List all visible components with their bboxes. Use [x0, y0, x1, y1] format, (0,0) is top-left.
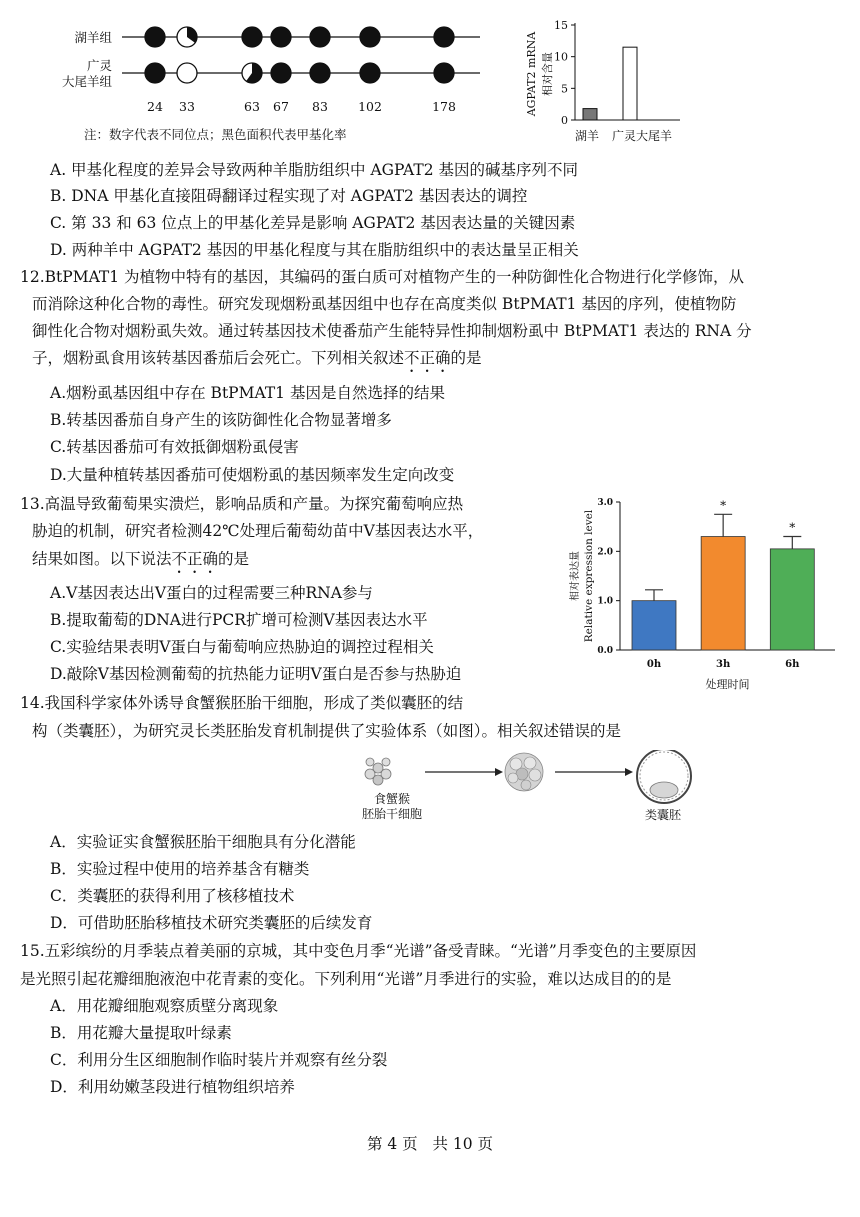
row-label-guangling-1: 广灵: [86, 58, 112, 73]
q15-option-d: D．利用幼嫩茎段进行植物组织培养: [50, 1078, 295, 1096]
expr-xtick-6h: 6h: [785, 659, 800, 670]
row-label-hu-sheep: 湖羊组: [74, 30, 112, 45]
row1-site-83-fill: [310, 27, 330, 47]
row1-site-24-fill: [145, 27, 165, 47]
site-number-178: 178: [432, 99, 456, 114]
q13-line-2: 胁迫的机制，研究者检测42℃处理后葡萄幼苗中V基因表达水平，: [32, 522, 484, 540]
q11-option-b: B. DNA 甲基化直接阻碍翻译过程实现了对 AGPAT2 基因表达的调控: [50, 187, 528, 205]
row1-site-67-fill: [271, 27, 291, 47]
q13-emphasis: 不正确: [171, 550, 219, 568]
row2-site-178-fill: [434, 63, 454, 83]
q12-line-4c: 的是: [450, 349, 482, 367]
q12-line-4: [32, 345, 482, 376]
expr-xlabel: 处理时间: [705, 678, 750, 691]
row2-site-102-fill: [360, 63, 380, 83]
agpat-bar-0: [583, 109, 597, 120]
row2-site-24-fill: [145, 63, 165, 83]
expr-bar-0h: [632, 601, 676, 650]
q12-line-3: 御性化合物对烟粉虱失效。通过转基因技术使番茄产生能特异性抑制烟粉虱中 BtPMAT1 表达的 RNA 分: [32, 322, 752, 340]
q12-option-b: B.转基因番茄自身产生的该防御性化合物显著增多: [50, 411, 392, 429]
expr-ylabel-en: Relative expression level: [583, 509, 595, 643]
expr-xtick-3h: 3h: [716, 659, 731, 670]
stem-cell-cluster-icon: [365, 758, 391, 785]
row2-site-33: [177, 63, 197, 83]
q12-option-c: C.转基因番茄可有效抵御烟粉虱侵害: [50, 438, 299, 456]
q14-line-2: 构（类囊胚），为研究灵长类胚胎发育机制提供了实验体系（如图）。相关叙述错误的是: [32, 722, 622, 740]
q12-option-d: D.大量种植转基因番茄可使烟粉虱的基因频率发生定向改变: [50, 466, 455, 484]
expression-chart-svg: [560, 490, 850, 700]
row-label-guangling-2: 大尾羊组: [61, 74, 112, 89]
q13-line-3c: 的是: [218, 550, 250, 568]
q14-option-c: C．类囊胚的获得利用了核移植技术: [50, 887, 295, 905]
q12-line-1: 12.BtPMAT1 为植物中特有的基因，其编码的蛋白质可对植物产生的一种防御性化合物进行化学修饰，从: [20, 268, 745, 286]
stem-cell-label-1: [362, 792, 422, 822]
q11-option-c: C. 第 33 和 63 位点上的甲基化差异是影响 AGPAT2 基因表达量的关键因素: [50, 214, 576, 232]
expr-ylabel: [568, 509, 595, 642]
q12-line-4a: 子，烟粉虱食用该转基因番茄后会死亡。下列相关叙述: [32, 349, 405, 367]
row1-site-178-fill: [434, 27, 454, 47]
q15-line-2: 是光照引起花瓣细胞液泡中花青素的变化。下列利用“光谱”月季进行的实验，难以达成目的的是: [20, 970, 672, 988]
expr-ytick-label-2.0: 2.0: [597, 547, 613, 558]
site-number-33: 33: [179, 99, 195, 114]
q13-line-3: [32, 546, 249, 577]
q11-option-d: D. 两种羊中 AGPAT2 基因的甲基化程度与其在脂肪组织中的表达量呈正相关: [50, 241, 579, 259]
expr-ytick-label-3.0: 3.0: [597, 498, 613, 508]
expr-bar-3h: [701, 537, 745, 650]
expr-xtick-0h: 0h: [646, 659, 662, 670]
agpat-bar-1: [623, 47, 637, 120]
q15-option-c: C．利用分生区细胞制作临时装片并观察有丝分裂: [50, 1051, 388, 1069]
expr-ytick-label-1.0: 1.0: [597, 596, 613, 607]
figure-note: 注：数字代表不同位点；黑色面积代表甲基化率: [84, 127, 347, 142]
site-number-83: 83: [312, 99, 328, 114]
q11-option-a: A. 甲基化程度的差异会导致两种羊脂肪组织中 AGPAT2 基因的碱基序列不同: [50, 161, 579, 179]
expr-ytick-label-0.0: 0.0: [597, 646, 613, 656]
expr-bar-6h: [770, 549, 814, 650]
site-number-63: 63: [244, 99, 260, 114]
agpat2-chart-svg: [515, 14, 705, 154]
agpat-xlabel-1: 广灵大尾羊: [611, 129, 673, 143]
site-number-67: 67: [273, 99, 289, 114]
row1-site-102-fill: [360, 27, 380, 47]
agpat-ytick-label-15: 15: [554, 19, 568, 32]
agpat-xlabel-0: 湖羊: [574, 129, 600, 143]
agpat-ylabel-2: 相对含量: [541, 52, 554, 96]
blastoid-icon: [637, 750, 691, 803]
expr-sig-6h: *: [789, 520, 796, 535]
q14-line-1: 14.我国科学家体外诱导食蟹猴胚胎干细胞，形成了类似囊胚的结: [20, 694, 464, 712]
q12-line-2: 而消除这种化合物的毒性。研究发现烟粉虱基因组中也存在高度类似 BtPMAT1 基因的序列，使植物防: [32, 295, 737, 313]
q13-option-a: A.V基因表达出V蛋白的过程需要三种RNA参与: [50, 584, 373, 602]
expr-sig-3h: *: [720, 498, 727, 513]
cell-aggregate-icon: [505, 753, 543, 791]
q13-line-3a: 结果如图。以下说法: [32, 550, 172, 568]
agpat-ylabel: [525, 31, 554, 118]
expr-ylabel-cn: 相对表达量: [570, 551, 581, 601]
site-number-102: 102: [358, 99, 382, 114]
q15-line-1: 15.五彩缤纷的月季装点着美丽的京城，其中变色月季“光谱”备受青睐。“光谱”月季变色的主要原因: [20, 942, 697, 960]
row1-site-63-fill: [242, 27, 262, 47]
q12-option-a: A.烟粉虱基因组中存在 BtPMAT1 基因是自然选择的结果: [50, 384, 445, 402]
agpat-ylabel-1: AGPAT2 mRNA: [525, 31, 538, 117]
page-footer: 第 4 页 共 10 页: [366, 1135, 494, 1153]
q13-option-b: B.提取葡萄的DNA进行PCR扩增可检测V基因表达水平: [50, 611, 428, 629]
agpat-ytick-label-0: 0: [561, 114, 568, 127]
stem-cell-label: 食蟹猴 胚胎干细胞: [362, 792, 423, 821]
q15-option-b: B．用花瓣大量提取叶绿素: [50, 1024, 232, 1042]
row2-site-67-fill: [271, 63, 291, 83]
agpat2-bar-chart: [515, 14, 705, 154]
q13-option-d: D.敲除V基因检测葡萄的抗热能力证明V蛋白是否参与热胁迫: [50, 665, 462, 683]
q12-emphasis: 不正确: [404, 349, 451, 367]
q14-option-b: B．实验过程中使用的培养基含有糖类: [50, 860, 310, 878]
agpat-ytick-label-5: 5: [561, 82, 568, 96]
blastoid-label: 类囊胚: [645, 808, 682, 822]
row2-site-83-fill: [310, 63, 330, 83]
expression-chart: [560, 490, 850, 700]
q13-line-1: 13.高温导致葡萄果实溃烂，影响品质和产量。为探究葡萄响应热: [20, 495, 464, 513]
q13-option-c: C.实验结果表明V蛋白与葡萄响应热胁迫的调控过程相关: [50, 638, 434, 656]
q14-option-d: D．可借助胚胎移植技术研究类囊胚的后续发育: [50, 914, 373, 932]
site-number-24: 24: [147, 99, 163, 114]
q14-option-a: A．实验证实食蟹猴胚胎干细胞具有分化潜能: [50, 833, 356, 851]
q15-option-a: A．用花瓣细胞观察质壁分离现象: [50, 997, 279, 1015]
agpat-ytick-label-10: 10: [554, 50, 568, 64]
